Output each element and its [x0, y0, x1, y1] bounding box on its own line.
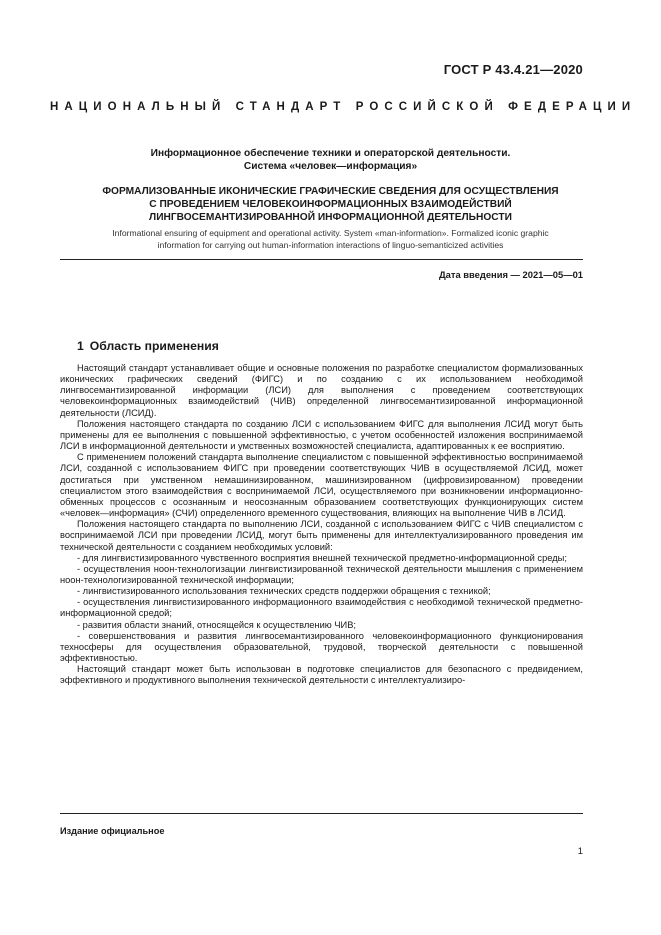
- list-item: - лингвистизированного использования технических средств поддержки обращения с техникой;: [77, 586, 491, 597]
- edition-note: Издание официальное: [60, 826, 165, 836]
- document-title-en: [55, 228, 606, 251]
- title-en-line: Informational ensuring of equipment and operational activity. System «man-information». Formalized iconic graphic: [112, 228, 549, 238]
- section-heading: [77, 339, 225, 353]
- top-divider: [60, 259, 583, 260]
- section-body: [60, 363, 583, 687]
- standard-code: ГОСТ Р 43.4.21—2020: [443, 62, 583, 77]
- section-number: 1: [77, 339, 84, 353]
- document-title-ru: [60, 185, 601, 224]
- list-item: - осуществления ноон-технологизации лингвистизированной технической деятельности мышления с применением ноон-технологизированной технической информации;: [60, 563, 583, 585]
- page-number: 1: [577, 846, 583, 857]
- section-title: Область применения: [89, 339, 219, 353]
- title-en-line: information for carrying out human-information interactions of linguo-semanticized activities: [157, 239, 504, 250]
- list-item: - развития области знаний, относящейся к осуществлению ЧИВ;: [77, 619, 356, 630]
- paragraph: С применением положений стандарта выполнение специалистом с повышенной эффективностью воспринимаемой ЛСИ, созданной с использованием ФИГС при проведении соответствующих ЧИВ в осуществляемой ЛСИД, может достигаться при умственном немашинизированном, машинизированном (цифровизированном) проведении специалистом этого взаимодействия с воспринимаемой ЛСИ, осуществляемого при возникновении информационно-обменных процессов с осознанным и неосознанным образованием соответствующих функционирующих систем «человек—информация» (СЧИ) определенного временного существования, влияющих на выполнение ЧИВ в ЛСИД.: [60, 452, 583, 519]
- list-item: - для лингвистизированного чувственного восприятия внешней технической предметно-информационной среды;: [77, 552, 567, 563]
- bottom-divider: [60, 813, 583, 814]
- subject-line: Информационное обеспечение техники и операторской деятельности.: [150, 148, 511, 159]
- subject-title: [60, 147, 601, 173]
- paragraph: Настоящий стандарт может быть использован в подготовке специалистов для безопасного с предвидением, эффективного и продуктивного выполнения технической деятельности с интеллектуализиро-: [60, 664, 583, 686]
- introduction-date: Дата введения — 2021—05—01: [438, 269, 583, 280]
- title-line: С ПРОВЕДЕНИЕМ ЧЕЛОВЕКОИНФОРМАЦИОННЫХ ВЗАИМОДЕЙСТВИЙ: [149, 199, 512, 210]
- subject-line: Система «человек—информация»: [243, 161, 418, 172]
- title-line: ФОРМАЛИЗОВАННЫЕ ИКОНИЧЕСКИЕ ГРАФИЧЕСКИЕ СВЕДЕНИЯ ДЛЯ ОСУЩЕСТВЛЕНИЯ: [102, 186, 559, 197]
- paragraph: Положения настоящего стандарта по выполнению ЛСИ, созданной с использованием ФИГС с ЧИВ специалистом с воспринимаемой ЛСИ при проведении ЛСИД, могут быть применены для интеллектуализированного проведения им технической деятельности с созданием необходимых условий:: [60, 519, 583, 552]
- paragraph: Положения настоящего стандарта по созданию ЛСИ с использованием ФИГС для выполнения ЛСИД могут быть применены для ее выполнения с повышенной эффективностью, с учетом особенностей изложения воспринимаемой ЛСИ в информационной деятельности и умственных возможностей специалиста, адаптированных к ее восприятию.: [60, 418, 583, 452]
- list-item: - осуществления лингвистизированного информационного взаимодействия с необходимой технической предметно-информационной средой;: [60, 597, 583, 619]
- title-line: ЛИНГВОСЕМАНТИЗИРОВАННОЙ ИНФОРМАЦИОННОЙ ДЕЯТЕЛЬНОСТИ: [149, 212, 512, 223]
- paragraph: Настоящий стандарт устанавливает общие и основные положения по разработке специалистом формализованных иконических графических сведений (ФИГС) и по созданию с их использованием необходимой лингвосемантизированной информации (ЛСИ) для выполнения с проведением соответствующих человекоинформационных взаимодействий (ЧИВ) определенной лингвосемантизированной информационной деятельности (ЛСИД).: [60, 363, 583, 418]
- national-standard-heading: НАЦИОНАЛЬНЫЙ СТАНДАРТ РОССИЙСКОЙ ФЕДЕРАЦИИ: [50, 101, 637, 113]
- list-item: - совершенствования и развития лингвосемантизированного человекоинформационного функционирования техносферы для осуществления образовательной, трудовой, творческой деятельности с повышенной эффективностью.: [60, 630, 583, 664]
